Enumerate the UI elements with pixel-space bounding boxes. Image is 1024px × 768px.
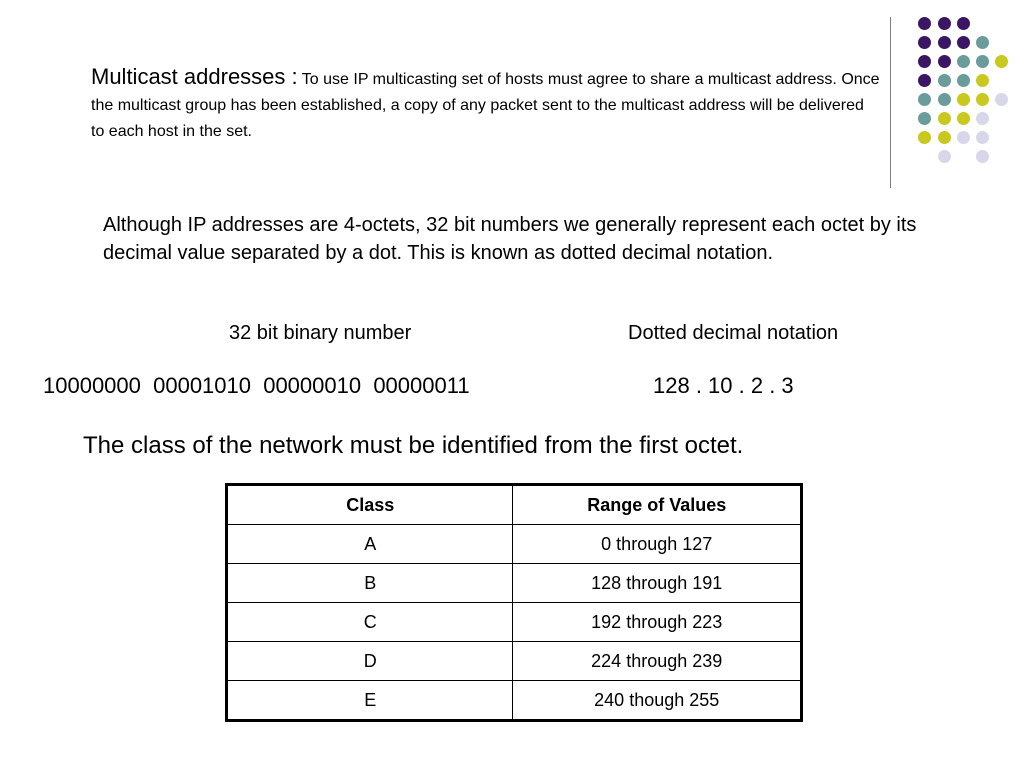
decorative-dot bbox=[995, 93, 1008, 106]
decorative-dot bbox=[938, 74, 951, 87]
decorative-dot bbox=[918, 17, 931, 30]
decorative-dot bbox=[918, 112, 931, 125]
decorative-dot bbox=[976, 131, 989, 144]
decorative-dot bbox=[938, 36, 951, 49]
decorative-dot bbox=[995, 55, 1008, 68]
column-header-class: Class bbox=[227, 485, 513, 525]
decorative-dot bbox=[938, 131, 951, 144]
multicast-body: To use IP multicasting set of hosts must agree to share a multicast address. Once the multicast group has been established, a copy of any packet sent to the multicast address will be delivered to each host in the set. bbox=[91, 71, 880, 140]
decorative-dot bbox=[976, 36, 989, 49]
decorative-dot bbox=[918, 131, 931, 144]
table-row bbox=[227, 603, 802, 642]
decorative-dot bbox=[938, 55, 951, 68]
decorative-dot bbox=[976, 55, 989, 68]
class-cell: C bbox=[227, 603, 513, 642]
decorative-dot bbox=[957, 112, 970, 125]
decorative-dot bbox=[918, 74, 931, 87]
decorative-dot bbox=[938, 17, 951, 30]
range-cell: 224 through 239 bbox=[513, 642, 802, 681]
range-cell: 0 through 127 bbox=[513, 525, 802, 564]
dotted-notation-label: Dotted decimal notation bbox=[628, 322, 839, 344]
decorative-dot bbox=[976, 93, 989, 106]
decorative-dot bbox=[957, 93, 970, 106]
decorative-dot bbox=[938, 150, 951, 163]
range-cell: 128 through 191 bbox=[513, 564, 802, 603]
decorative-dot bbox=[957, 36, 970, 49]
dotted-decimal-intro: Although IP addresses are 4-octets, 32 bit numbers we generally represent each octet by its decimal value separated by a dot. This is known as dotted decimal notation. bbox=[103, 214, 917, 264]
decorative-dot bbox=[957, 55, 970, 68]
range-cell: 240 though 255 bbox=[513, 681, 802, 721]
decorative-dot bbox=[957, 131, 970, 144]
class-cell: A bbox=[227, 525, 513, 564]
binary-number-label: 32 bit binary number bbox=[229, 322, 412, 344]
table-row bbox=[227, 564, 802, 603]
table-row bbox=[227, 642, 802, 681]
range-cell: 192 through 223 bbox=[513, 603, 802, 642]
class-range-table bbox=[225, 483, 803, 722]
decorative-dot bbox=[918, 93, 931, 106]
decorative-dot bbox=[957, 74, 970, 87]
table-row bbox=[227, 525, 802, 564]
divider-line bbox=[890, 17, 891, 188]
decorative-dot bbox=[976, 74, 989, 87]
decorative-dot bbox=[918, 55, 931, 68]
class-cell: B bbox=[227, 564, 513, 603]
binary-number-value: 10000000 00001010 00000010 00000011 bbox=[43, 373, 470, 398]
decorative-dot bbox=[976, 150, 989, 163]
decorative-dot bbox=[957, 17, 970, 30]
class-note: The class of the network must be identified from the first octet. bbox=[83, 432, 744, 459]
column-header-range: Range of Values bbox=[513, 485, 802, 525]
decorative-dot bbox=[938, 93, 951, 106]
class-cell: E bbox=[227, 681, 513, 721]
multicast-paragraph bbox=[91, 64, 881, 145]
decorative-dot bbox=[938, 112, 951, 125]
dotted-notation-value: 128 . 10 . 2 . 3 bbox=[653, 373, 794, 398]
table-row bbox=[227, 681, 802, 721]
decorative-dot bbox=[918, 36, 931, 49]
multicast-heading: Multicast addresses : bbox=[91, 64, 298, 89]
table-header-row bbox=[227, 485, 802, 525]
decorative-dot bbox=[976, 112, 989, 125]
class-cell: D bbox=[227, 642, 513, 681]
